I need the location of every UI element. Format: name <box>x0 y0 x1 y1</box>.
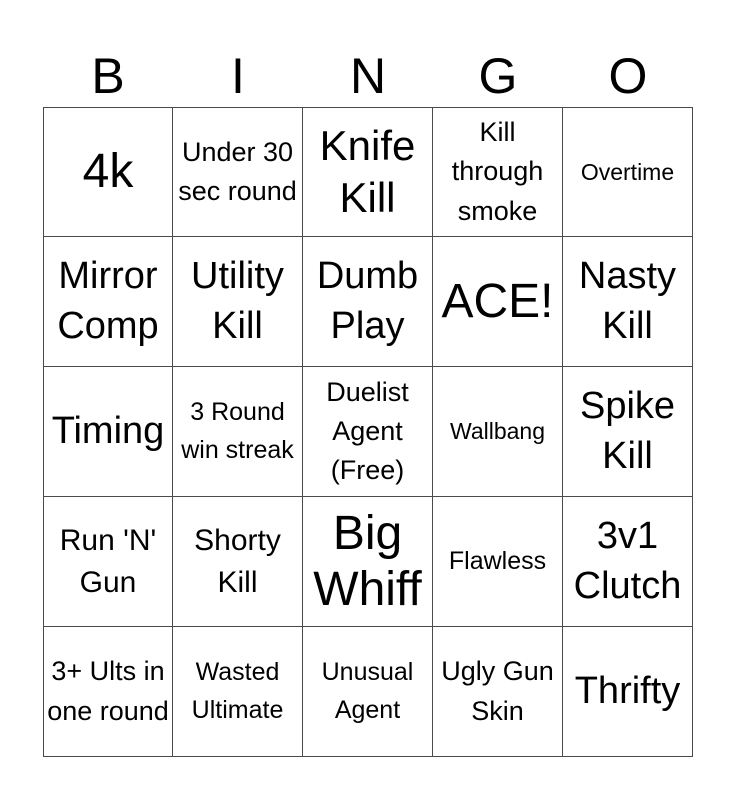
bingo-cell[interactable] <box>303 367 433 497</box>
bingo-cell[interactable] <box>43 237 173 367</box>
cell-label: 3 Round win streak <box>181 398 294 464</box>
bingo-cell[interactable] <box>43 627 173 757</box>
bingo-cell[interactable] <box>173 627 303 757</box>
bingo-cell[interactable] <box>563 627 693 757</box>
cell-label: Wasted Ultimate <box>191 658 284 724</box>
bingo-cell[interactable] <box>563 107 693 237</box>
bingo-cell[interactable] <box>303 237 433 367</box>
cell-label: Dumb Play <box>316 255 419 347</box>
bingo-cell[interactable] <box>173 367 303 497</box>
bingo-cell[interactable] <box>303 497 433 627</box>
bingo-cell[interactable] <box>43 497 173 627</box>
header-letter-i: I <box>231 48 245 104</box>
cell-label: Big Whiff <box>313 507 422 616</box>
bingo-cell[interactable] <box>433 237 563 367</box>
bingo-board <box>43 107 693 757</box>
cell-label: 3v1 Clutch <box>573 515 682 607</box>
bingo-cell[interactable] <box>433 107 563 237</box>
bingo-cell[interactable] <box>43 107 173 237</box>
cell-label: Utility Kill <box>191 255 284 347</box>
bingo-cell[interactable] <box>303 627 433 757</box>
bingo-cell[interactable] <box>563 497 693 627</box>
bingo-header <box>43 48 693 104</box>
header-letter-n: N <box>349 48 387 104</box>
bingo-cell[interactable] <box>433 627 563 757</box>
cell-label: Timing <box>51 409 165 452</box>
cell-label: Unusual Agent <box>321 658 414 724</box>
cell-label: 3+ Ults in one round <box>47 656 169 726</box>
cell-label: Spike Kill <box>579 385 676 477</box>
cell-label: ACE! <box>441 274 554 328</box>
cell-label: Knife Kill <box>319 121 416 221</box>
header-letter-o: O <box>608 48 648 104</box>
cell-label: Overtime <box>580 158 675 185</box>
cell-label: Kill through smoke <box>451 117 544 226</box>
cell-label: Mirror Comp <box>57 255 159 347</box>
bingo-cell[interactable] <box>433 367 563 497</box>
bingo-cell[interactable] <box>303 107 433 237</box>
bingo-cell[interactable] <box>173 107 303 237</box>
bingo-cell[interactable] <box>563 237 693 367</box>
cell-label: Shorty Kill <box>194 523 281 599</box>
cell-label: Thrifty <box>574 669 681 712</box>
cell-label: Nasty Kill <box>578 255 677 347</box>
bingo-cell[interactable] <box>173 237 303 367</box>
cell-label: Run 'N' Gun <box>59 523 157 599</box>
cell-label: 4k <box>82 145 134 199</box>
cell-label: Ugly Gun Skin <box>441 656 554 726</box>
cell-label: Under 30 sec round <box>178 136 297 206</box>
cell-label: Flawless <box>448 546 547 575</box>
bingo-cell[interactable] <box>43 367 173 497</box>
bingo-cell[interactable] <box>433 497 563 627</box>
cell-label: Wallbang <box>449 418 546 445</box>
header-letter-b: B <box>91 48 125 104</box>
cell-label: Duelist Agent (Free) <box>326 376 409 486</box>
header-letter-g: G <box>478 48 518 104</box>
bingo-cell[interactable] <box>173 497 303 627</box>
bingo-cell[interactable] <box>563 367 693 497</box>
